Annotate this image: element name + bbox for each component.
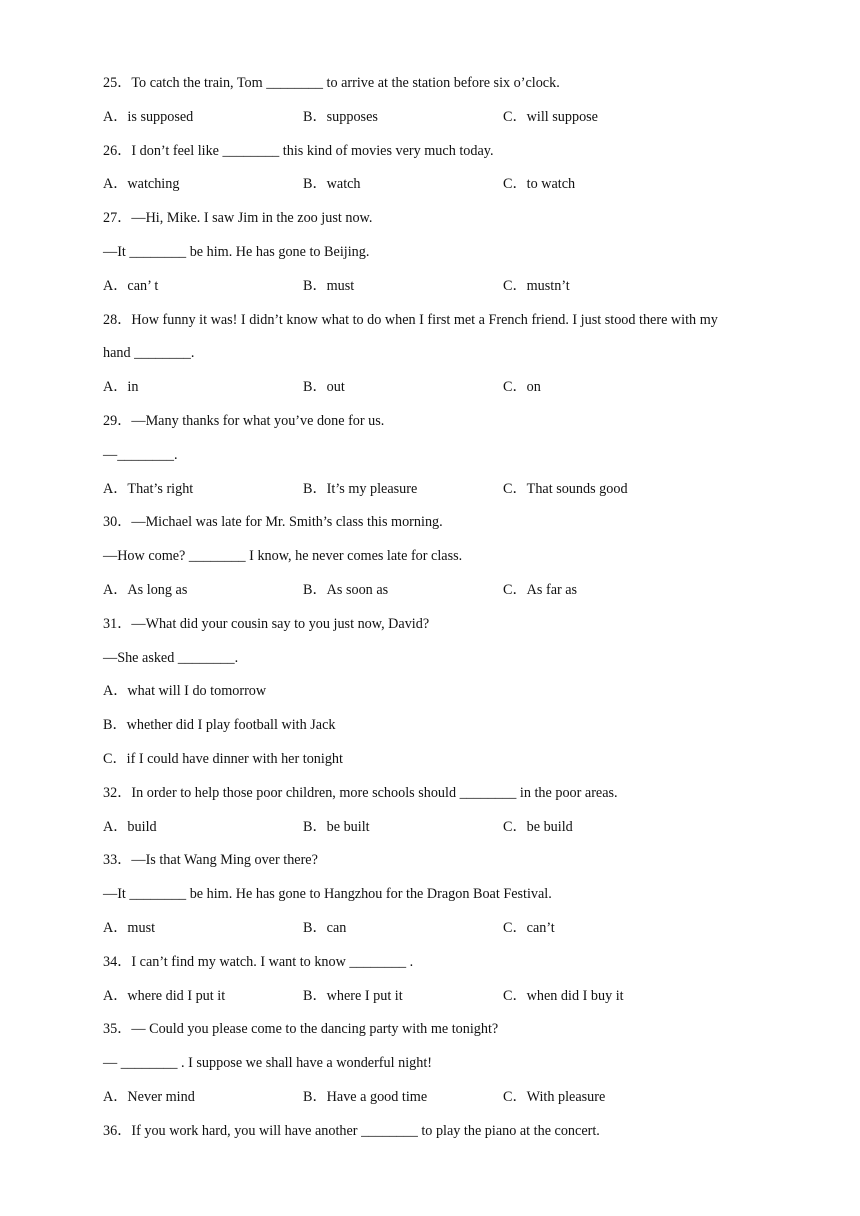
question-stem-continuation: —________. [103, 446, 178, 463]
question-stem: 25．To catch the train, Tom ________ to arrive at the station before six o’clock. [103, 75, 560, 91]
option-c: C．if I could have dinner with her tonight [103, 751, 343, 767]
option-b: B．whether did I play football with Jack [103, 717, 336, 734]
option-b: B．out [303, 379, 345, 396]
option-a: A．where did I put it [103, 987, 226, 1004]
option-c: C．when did I buy it [503, 987, 624, 1004]
option-c: C．be build [503, 818, 573, 835]
question-stem-continuation: hand ________. [103, 345, 195, 362]
question-stem: 33．—Is that Wang Ming over there? [103, 852, 318, 869]
option-b: B．where I put it [303, 987, 403, 1004]
option-c: C．can’t [503, 920, 555, 936]
option-a: A．is supposed [103, 108, 194, 125]
question-stem: 36．If you work hard, you will have another ________ to play the piano at the concert. [103, 1122, 600, 1139]
option-b: B．It’s my pleasure [303, 480, 418, 497]
question-stem: 29．—Many thanks for what you’ve done for us. [103, 413, 385, 429]
option-b: B．supposes [303, 108, 378, 125]
option-a: A．As long as [103, 582, 188, 598]
option-a: A．in [103, 379, 139, 396]
question-stem: 30．—Michael was late for Mr. Smith’s class this morning. [103, 514, 443, 531]
question-stem: 32．In order to help those poor children, more schools should ________ in the poor areas. [103, 784, 618, 801]
option-a: A．build [103, 818, 157, 835]
option-c: C．will suppose [503, 108, 598, 125]
option-c: C．mustn’t [503, 277, 570, 294]
option-a: A．watching [103, 176, 180, 193]
question-stem-continuation: —It ________ be him. He has gone to Hangzhou for the Dragon Boat Festival. [103, 886, 552, 903]
question-stem: 26．I don’t feel like ________ this kind of movies very much today. [103, 142, 494, 159]
question-stem-continuation: —How come? ________ I know, he never comes late for class. [103, 548, 463, 565]
question-stem: 34．I can’t find my watch. I want to know ________ . [103, 953, 414, 970]
option-b: B．can [303, 920, 347, 936]
option-c: C．to watch [503, 176, 576, 193]
option-a: A．must [103, 920, 156, 936]
option-c: C．on [503, 379, 541, 396]
option-c: C．With pleasure [503, 1089, 606, 1105]
option-b: B．As soon as [303, 582, 389, 598]
question-stem: 31．—What did your cousin say to you just now, David? [103, 615, 430, 632]
option-c: C．As far as [503, 582, 578, 598]
question-stem: 27．—Hi, Mike. I saw Jim in the zoo just now. [103, 210, 373, 227]
option-a: A．what will I do tomorrow [103, 683, 267, 700]
option-b: B．watch [303, 176, 361, 193]
option-c: C．That sounds good [503, 480, 628, 497]
question-stem-continuation: —She asked ________. [103, 649, 239, 666]
question-stem: 28．How funny it was! I didn’t know what to do when I first met a French friend. I just stood there with my [103, 311, 718, 328]
option-b: B．Have a good time [303, 1089, 428, 1105]
option-a: A．That’s right [103, 480, 194, 497]
question-stem: 35．— Could you please come to the dancing party with me tonight? [103, 1021, 499, 1038]
option-a: A．can’ t [103, 277, 159, 294]
option-a: A．Never mind [103, 1089, 195, 1105]
option-b: B．must [303, 277, 355, 294]
option-b: B．be built [303, 818, 370, 835]
question-stem-continuation: —It ________ be him. He has gone to Beijing. [103, 244, 370, 260]
question-stem-continuation: — ________ . I suppose we shall have a wonderful night! [103, 1055, 433, 1072]
